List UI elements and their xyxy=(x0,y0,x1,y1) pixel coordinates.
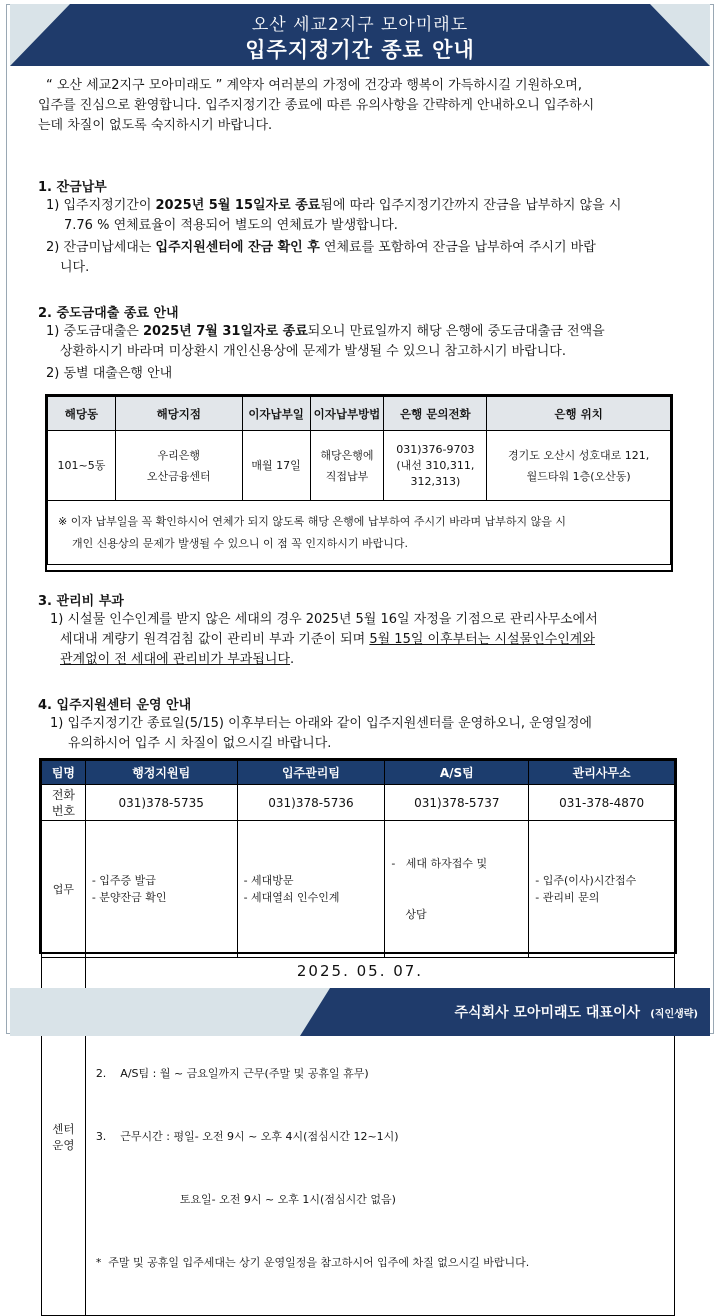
cell-line: 직접납부 xyxy=(325,469,369,483)
row-label-duty: 업무 xyxy=(42,821,86,958)
table-header: 팀명 xyxy=(42,761,86,785)
cell-method xyxy=(310,431,384,501)
bank-table xyxy=(47,396,671,565)
section1-item1 xyxy=(46,196,686,216)
table-row xyxy=(48,431,671,501)
table-header: 은행 위치 xyxy=(487,397,671,431)
cell-line: - 입주증 발급 xyxy=(91,874,156,887)
text: 1) 입주지정기간이 xyxy=(46,198,156,213)
row-label-phone xyxy=(42,785,86,821)
page-title: 입주지정기간 종료 안내 xyxy=(245,38,475,62)
table-row-phone xyxy=(42,785,675,821)
section1-item1-line2: 7.76 % 연체료율이 적용되어 별도의 연체료가 발생합니다. xyxy=(64,218,398,233)
section3-line1: 1) 시설물 인수인계를 받지 않은 세대의 경우 2025년 5월 16일 자정을 기점으로 관리사무소에서 xyxy=(50,612,598,627)
text: 2) 잔금미납세대는 xyxy=(46,240,156,255)
intro-line: “ 오산 세교2지구 모아미래도 ” 계약자 여러분의 가정에 건강과 행복이 가득하시길 기원하오며, xyxy=(46,78,582,93)
text: 1) 중도금대출은 xyxy=(46,324,143,339)
cell-line: 월드타워 1층(오산동) xyxy=(526,469,631,483)
text-bold: 입주지원센터에 잔금 확인 후 xyxy=(155,240,320,255)
text: 세대내 계량기 원격검침 값이 관리비 부과 기준이 되며 xyxy=(60,632,370,647)
cell-line: 경기도 오산시 성호대로 121, xyxy=(508,448,650,462)
cell-branch xyxy=(115,431,242,501)
cell-line: 우리은행 xyxy=(157,448,201,462)
cell-duty xyxy=(85,821,237,958)
note-line: 개인 신용상의 문제가 발생될 수 있으니 이 점 꼭 인지하시기 바랍니다. xyxy=(72,536,408,550)
section4-line2: 유의하시어 입주 시 차질이 없으시길 바랍니다. xyxy=(68,736,332,751)
table-header: 은행 문의전화 xyxy=(384,397,487,431)
cell-line: - 세대방문 xyxy=(243,874,294,887)
section2-item2: 2) 동별 대출은행 안내 xyxy=(46,366,173,381)
cell-line: (내선 310,311, xyxy=(396,458,475,472)
text-underlined: 5월 15일 이후부터는 시설물인수인계와 xyxy=(369,632,595,647)
cell-phone xyxy=(384,431,487,501)
header-subtitle: 오산 세교2지구 모아미래도 xyxy=(251,15,469,35)
cell-line: 해당은행에 xyxy=(320,448,374,462)
section1-item2-line2: 니다. xyxy=(60,260,90,275)
table-header: 해당지점 xyxy=(115,397,242,431)
schedule-line: 토요일- 오전 9시 ~ 오후 1시(점심시간 없음) xyxy=(95,1193,396,1206)
intro-paragraph xyxy=(38,76,684,136)
section4-line1: 1) 입주지정기간 종료일(5/15) 이후부터는 아래와 같이 입주지원센터를 운영하오니, 운영일정에 xyxy=(50,716,592,731)
cell-location xyxy=(487,431,671,501)
row-label-line: 센터 xyxy=(52,1121,75,1136)
table-header: 관리사무소 xyxy=(529,761,675,785)
cell-line: - 관리비 문의 xyxy=(535,891,600,904)
intro-line: 는데 차질이 없도록 숙지하시기 바랍니다. xyxy=(38,118,273,133)
schedule-line: * 주말 및 공휴일 입주세대는 상기 운영일정을 참고하시어 입주에 차질 없으시길 바랍니다. xyxy=(95,1256,530,1269)
table-header: 입주관리팀 xyxy=(237,761,385,785)
cell-line: 031)376-9703 xyxy=(396,442,475,456)
cell-pay-day: 매월 17일 xyxy=(242,431,310,501)
section-title-balance: 1. 잔금납부 xyxy=(38,180,107,195)
cell-duty xyxy=(237,821,385,958)
cell-phone: 031)378-5736 xyxy=(237,785,385,821)
cell-phone: 031)378-5735 xyxy=(85,785,237,821)
cell-line: - 세대열쇠 인수인계 xyxy=(243,891,340,904)
row-label-line: 번호 xyxy=(51,803,75,818)
footer-company: 주식회사 모아미래도 대표이사 xyxy=(454,1005,640,1021)
table-header: 이자납부방법 xyxy=(310,397,384,431)
table-row-duty xyxy=(42,821,675,958)
row-label-line: 전화 xyxy=(51,787,75,802)
section-title-loan: 2. 중도금대출 종료 안내 xyxy=(38,306,179,321)
footer-decoration xyxy=(300,988,330,1036)
footer-seal-note: (직인생략) xyxy=(650,1009,698,1020)
document-date: 2025. 05. 07. xyxy=(296,962,424,980)
section3-line2 xyxy=(60,630,690,650)
text: 연체료를 포함하여 잔금을 납부하여 주시기 바랍 xyxy=(319,240,596,255)
cell-line: - 입주(이사)시간접수 xyxy=(535,874,637,887)
cell-line: 312,313) xyxy=(410,474,461,488)
table-header: 이자납부일 xyxy=(242,397,310,431)
section1-item2 xyxy=(46,238,686,258)
table-note xyxy=(48,501,671,565)
text-underlined: 관계없이 전 세대에 관리비가 부과됩니다 xyxy=(60,652,291,667)
cell-duty xyxy=(529,821,675,958)
cell-line: 오산금융센터 xyxy=(146,469,211,483)
text-bold: 2025년 5월 15일자로 종료 xyxy=(155,198,321,213)
cell-phone: 031-378-4870 xyxy=(529,785,675,821)
table-header: A/S팀 xyxy=(385,761,529,785)
text: . xyxy=(290,652,295,667)
note-line: ※ 이자 납부일을 꼭 확인하시어 연체가 되지 않도록 해당 은행에 납부하여 주시기 바라며 납부하지 않을 시 xyxy=(58,514,566,528)
text: 되오니 만료일까지 해당 은행에 중도금대출금 전액을 xyxy=(307,324,605,339)
cell-duty xyxy=(385,821,529,958)
cell-line: - 분양잔금 확인 xyxy=(91,891,167,904)
row-label-line: 운영 xyxy=(52,1137,75,1152)
schedule-line: 2. A/S팀 : 월 ~ 금요일까지 근무(주말 및 공휴일 휴무) xyxy=(95,1067,369,1080)
table-note-row xyxy=(48,501,671,565)
table-header: 해당동 xyxy=(48,397,116,431)
cell-dong: 101~5동 xyxy=(48,431,116,501)
cell-line: - 세대 하자접수 및 xyxy=(391,857,488,870)
text: 됨에 따라 입주지정기간까지 잔금을 납부하지 않을 시 xyxy=(320,198,622,213)
section3-line3 xyxy=(60,650,690,670)
cell-phone: 031)378-5737 xyxy=(385,785,529,821)
intro-line: 입주를 진심으로 환영합니다. 입주지정기간 종료에 따른 유의사항을 간략하게 안내하오니 입주하시 xyxy=(38,98,595,113)
cell-line: 상담 xyxy=(391,908,427,921)
section2-item1-line2: 상환하시기 바라며 미상환시 개인신용상에 문제가 발생될 수 있으니 참고하시기 바랍니다. xyxy=(60,344,566,359)
center-operation-table xyxy=(41,760,675,1316)
section-title-fee: 3. 관리비 부과 xyxy=(38,594,124,609)
section2-item1 xyxy=(46,322,686,342)
text-bold: 2025년 7월 31일자로 종료 xyxy=(142,324,308,339)
table-header: 행정지원팀 xyxy=(85,761,237,785)
section-title-center: 4. 입주지원센터 운영 안내 xyxy=(38,698,192,713)
schedule-line: 3. 근무시간 : 평일- 오전 9시 ~ 오후 4시(점심시간 12~1시) xyxy=(95,1130,399,1143)
